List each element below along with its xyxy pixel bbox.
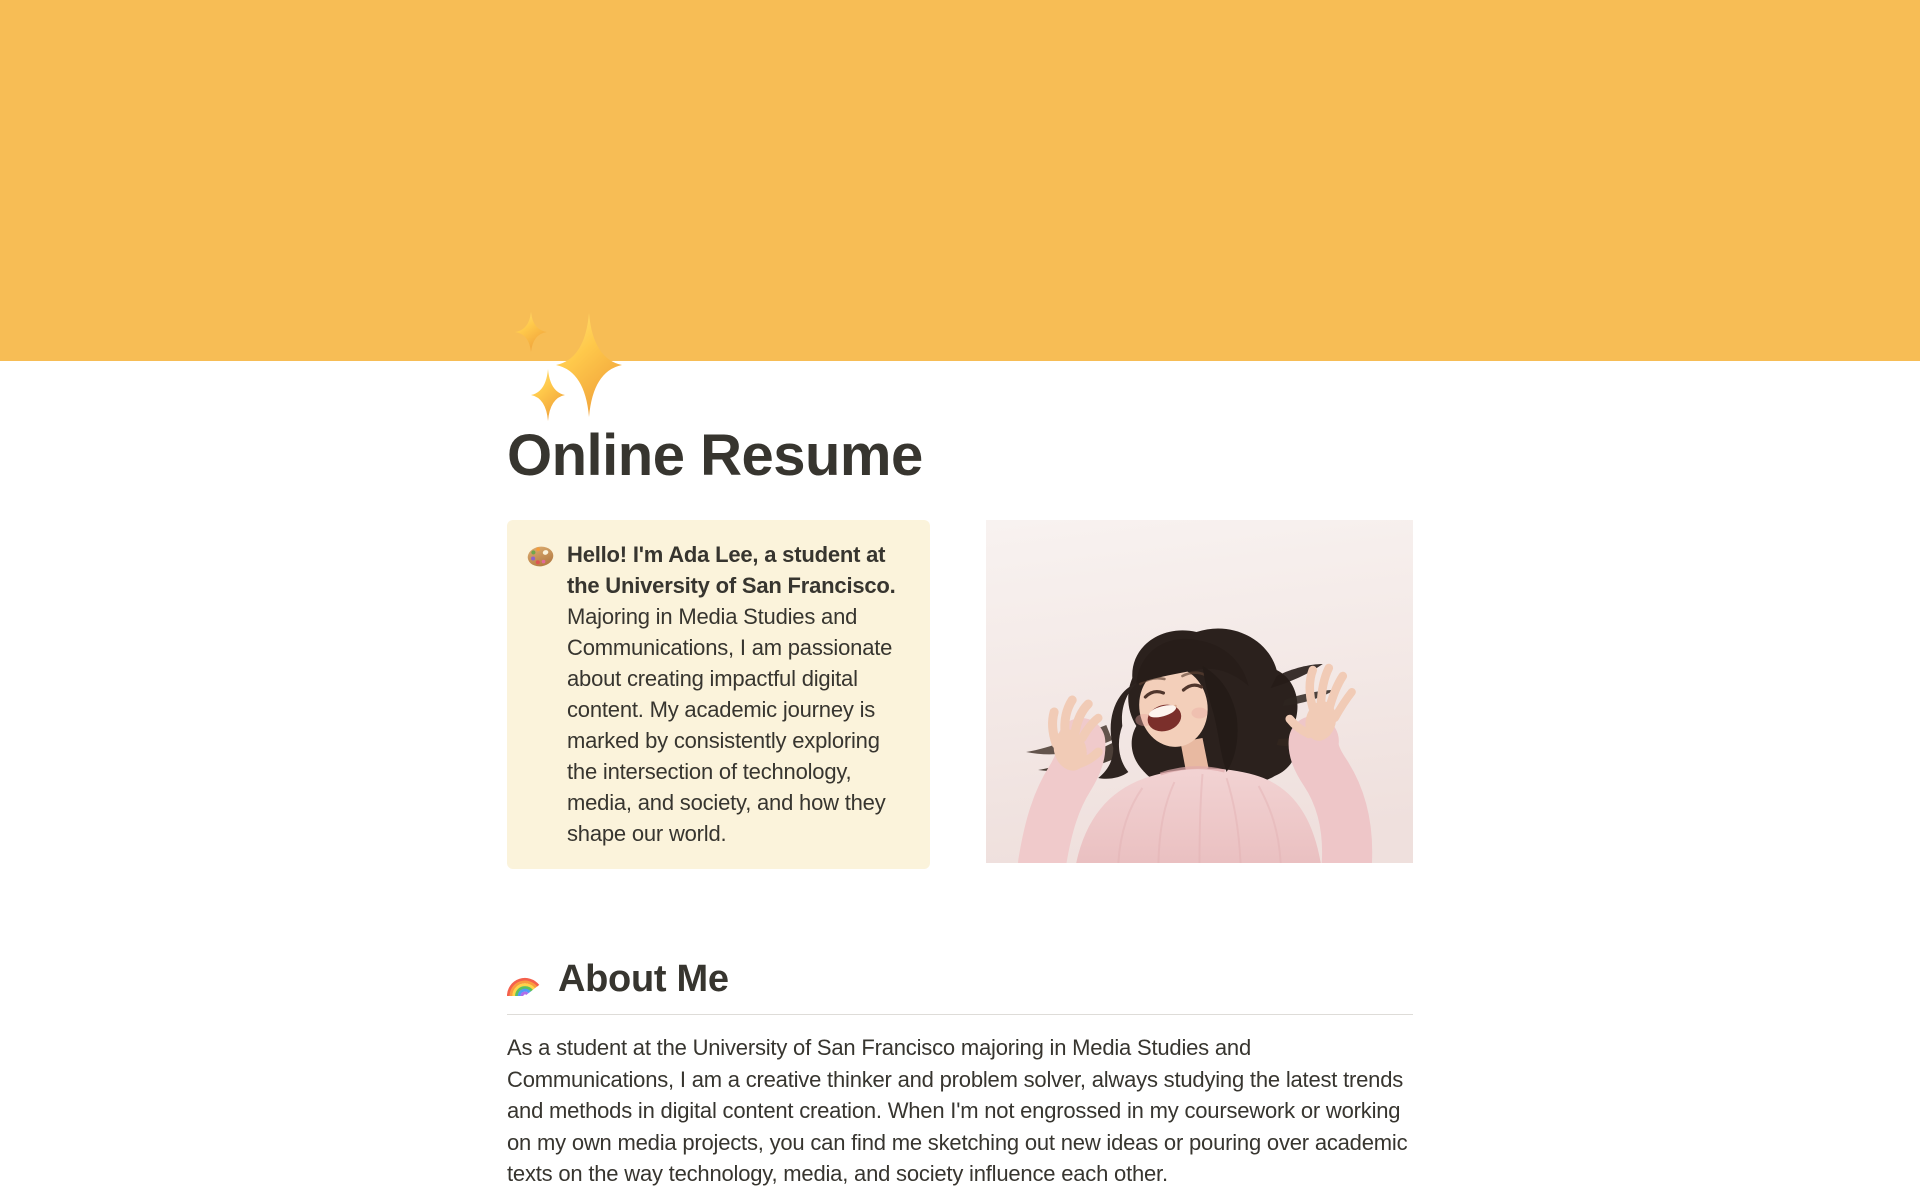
- about-me-heading-text: About Me: [558, 958, 729, 1000]
- column-right: [986, 520, 1413, 863]
- sparkles-icon: [502, 308, 624, 421]
- artist-palette-icon[interactable]: [527, 543, 554, 570]
- rainbow-icon: [507, 959, 549, 999]
- page-cover[interactable]: [0, 0, 1920, 361]
- profile-photo[interactable]: [986, 520, 1413, 863]
- page-content: [507, 361, 1413, 1190]
- about-me-heading[interactable]: [507, 955, 1413, 1003]
- sparkles-page-icon[interactable]: [502, 308, 624, 421]
- callout-bold-text: Hello! I'm Ada Lee, a student at the University of San Francisco.: [567, 542, 896, 598]
- about-paragraph[interactable]: As a student at the University of San Francisco majoring in Media Studies and Communications, I am a creative thinker and problem solver, always studying the latest trends and methods in digital content creation. When I'm not engrossed in my coursework or working on my own media projects, you can find me sketching out new ideas or pouring over academic texts on the way technology, media, and society influence each other.: [507, 1035, 1408, 1186]
- column-left: [507, 520, 930, 869]
- intro-callout[interactable]: [507, 520, 930, 869]
- callout-body-text: Majoring in Media Studies and Communications, I am passionate about creating impactful digital content. My academic journey is marked by consistently exploring the intersection of technology, media, and society, and how they shape our world.: [567, 604, 893, 846]
- profile-photo-illustration: [986, 520, 1413, 863]
- callout-text[interactable]: [567, 539, 912, 850]
- page-title[interactable]: Online Resume: [507, 423, 923, 488]
- two-column-layout: [507, 520, 1413, 869]
- divider: [507, 1014, 1413, 1015]
